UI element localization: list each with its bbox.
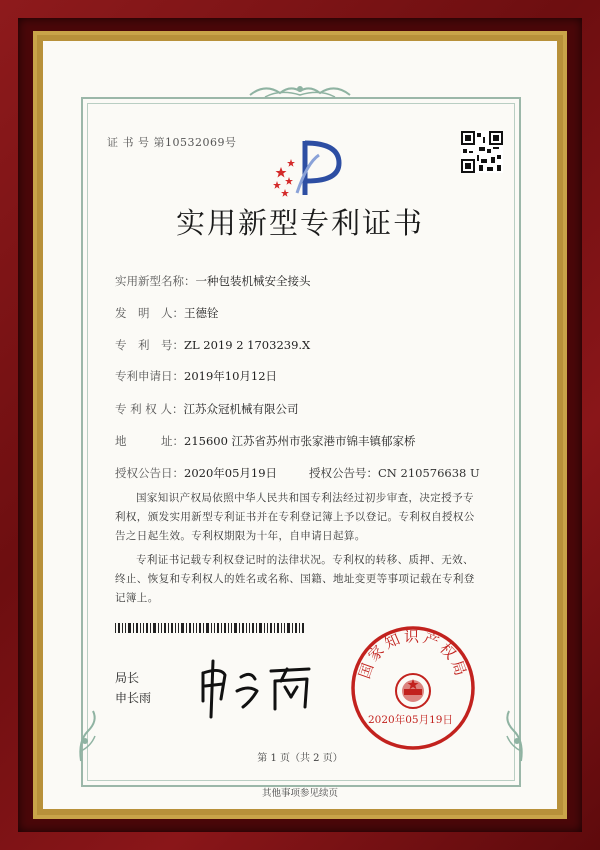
filing-date-row: 专利申请日：2019年10月12日 <box>115 369 278 383</box>
patentee-row: 专 利 权 人：江苏众冠机械有限公司 <box>115 402 299 416</box>
patent-number-row: 专 利 号：ZL 2019 2 1703239.X <box>115 338 311 352</box>
national-emblem-icon <box>396 674 430 708</box>
certificate-title: 实用新型专利证书 <box>175 206 424 240</box>
grant-statement: 国家知识产权局依照中华人民共和国专利法经过初步审查，决定授予专利权，颁发实用新型专利证书并在专利登记簿上予以登记。专利权自授权公告之日起生效。专利权期限为十年，自申请日起算。 <box>115 492 475 542</box>
announce-number: CN 210576638 U <box>378 466 480 480</box>
announce-date-row: 授权公告日：2020年05月19日 <box>115 466 278 480</box>
continuation-note: 其他事项参见续页 <box>261 788 338 799</box>
filing-date: 2019年10月12日 <box>184 369 278 383</box>
inventor-row: 发 明 人：王德铨 <box>115 306 219 320</box>
qr-code-icon <box>461 131 503 173</box>
barcode-icon <box>115 623 305 633</box>
announce-date: 2020年05月19日 <box>184 466 278 480</box>
official-seal <box>348 623 478 753</box>
director-title: 局长 <box>115 671 140 685</box>
address: 215600 江苏省苏州市张家港市锦丰镇郁家桥 <box>184 434 416 448</box>
page-number: 第 1 页（共 2 页） <box>257 753 343 764</box>
announce-number-row: 授权公告号：CN 210576638 U <box>309 466 480 480</box>
certificate-number: 证 书 号 第10532069号 <box>107 136 237 149</box>
patent-number: ZL 2019 2 1703239.X <box>184 338 311 352</box>
top-ornament-icon <box>245 81 355 101</box>
inventor-name: 王德铨 <box>184 306 219 320</box>
certificate-paper <box>43 41 557 809</box>
legal-status-statement: 专利证书记载专利权登记时的法律状况。专利权的转移、质押、无效、终止、恢复和专利权人的姓名或名称、国籍、地址变更等事项记载在专利登记簿上。 <box>115 554 475 604</box>
svg-text:国家知识产权局: 国家知识产权局 <box>355 627 471 681</box>
director-name: 申长雨 <box>115 691 152 705</box>
patent-office-logo-icon <box>267 133 347 203</box>
director-signature <box>191 651 321 721</box>
seal-date: 2020年05月19日 <box>368 714 453 726</box>
address-row: 地 址：215600 江苏省苏州市张家港市锦丰镇郁家桥 <box>115 434 416 448</box>
utility-model-name: 一种包装机械安全接头 <box>195 274 311 288</box>
patentee-name: 江苏众冠机械有限公司 <box>183 402 299 416</box>
utility-model-name-row: 实用新型名称：一种包装机械安全接头 <box>115 274 311 288</box>
